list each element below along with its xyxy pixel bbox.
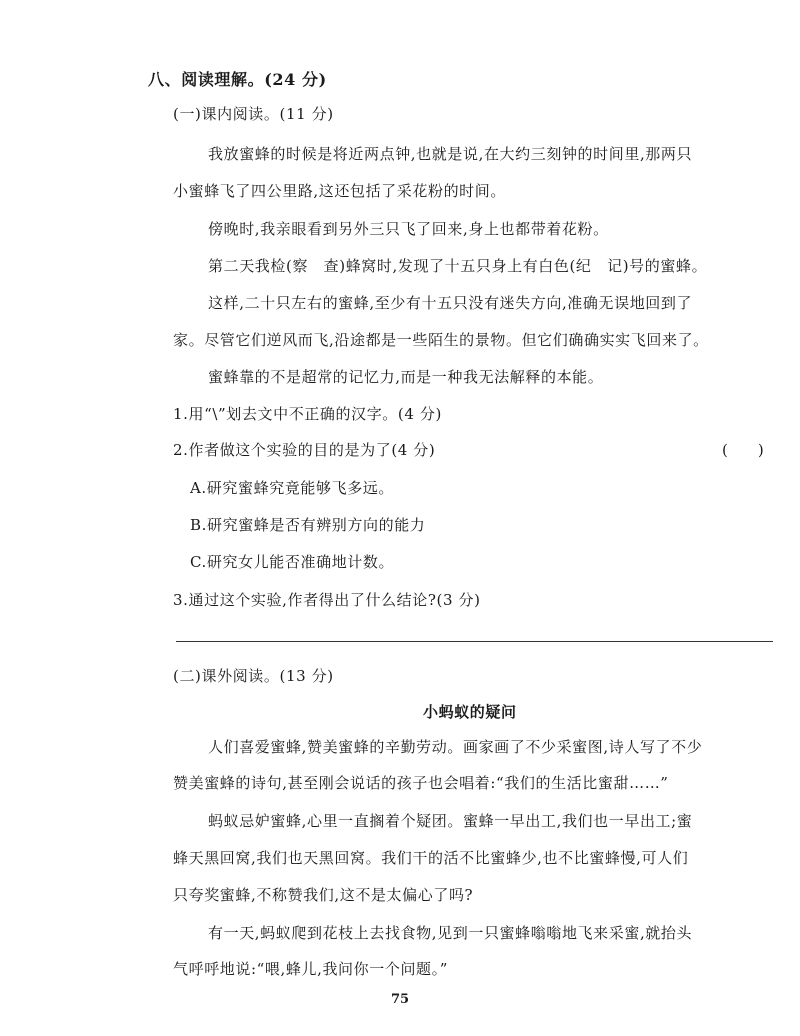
question-1: 1.用“\”划去文中不正确的汉字。(4 分) [173, 405, 442, 423]
answer-line[interactable] [176, 641, 773, 642]
part1-paragraph-line: 这样,二十只左右的蜜蜂,至少有十五只没有迷失方向,准确无误地回到了 [208, 294, 693, 312]
part1-paragraph-line: 傍晚时,我亲眼看到另外三只飞了回来,身上也都带着花粉。 [208, 220, 609, 238]
option-a: A.研究蜜蜂究竟能够飞多远。 [190, 479, 395, 497]
part2-paragraph-line: 蚂蚁忌妒蜜蜂,心里一直搁着个疑团。蜜蜂一早出工,我们也一早出工;蜜 [208, 812, 693, 830]
part2-paragraph-line: 人们喜爱蜜蜂,赞美蜜蜂的辛勤劳动。画家画了不少采蜜图,诗人写了不少 [208, 738, 703, 756]
answer-parentheses[interactable]: ( ) [722, 441, 764, 459]
section-heading: 八、阅读理解。(24 分) [148, 70, 327, 89]
part1-paragraph-line: 小蜜蜂飞了四公里路,这还包括了采花粉的时间。 [173, 182, 506, 200]
part2-paragraph-line: 赞美蜜蜂的诗句,甚至刚会说话的孩子也会唱着:“我们的生活比蜜甜……” [173, 774, 669, 792]
part2-paragraph-line: 气呼呼地说:“喂,蜂儿,我问你一个问题。” [173, 960, 449, 978]
part1-paragraph-line: 蜜蜂靠的不是超常的记忆力,而是一种我无法解释的本能。 [208, 368, 604, 386]
part2-paragraph-line: 有一天,蚂蚁爬到花枝上去找食物,见到一只蜜蜂嗡嗡地飞来采蜜,就抬头 [208, 924, 693, 942]
question-3: 3.通过这个实验,作者得出了什么结论?(3 分) [173, 591, 481, 609]
option-c: C.研究女儿能否准确地计数。 [190, 553, 395, 571]
part2-heading: (二)课外阅读。(13 分) [173, 667, 334, 685]
part1-paragraph-line: 我放蜜蜂的时候是将近两点钟,也就是说,在大约三刻钟的时间里,那两只 [208, 145, 693, 163]
page-number: 75 [390, 992, 410, 1007]
part1-paragraph-line: 家。尽管它们逆风而飞,沿途都是一些陌生的景物。但它们确确实实飞回来了。 [173, 331, 709, 349]
option-b: B.研究蜜蜂是否有辨别方向的能力 [190, 516, 426, 534]
question-2: 2.作者做这个实验的目的是为了(4 分) [173, 441, 436, 459]
part2-paragraph-line: 蜂天黑回窝,我们也天黑回窝。我们干的活不比蜜蜂少,也不比蜜蜂慢,可人们 [173, 849, 689, 867]
part1-heading: (一)课内阅读。(11 分) [173, 105, 334, 123]
part2-paragraph-line: 只夸奖蜜蜂,不称赞我们,这不是太偏心了吗? [173, 886, 474, 904]
passage-title: 小蚂蚁的疑问 [423, 703, 517, 721]
part1-paragraph-line: 第二天我检(察 查)蜂窝时,发现了十五只身上有白色(纪 记)号的蜜蜂。 [208, 257, 708, 275]
